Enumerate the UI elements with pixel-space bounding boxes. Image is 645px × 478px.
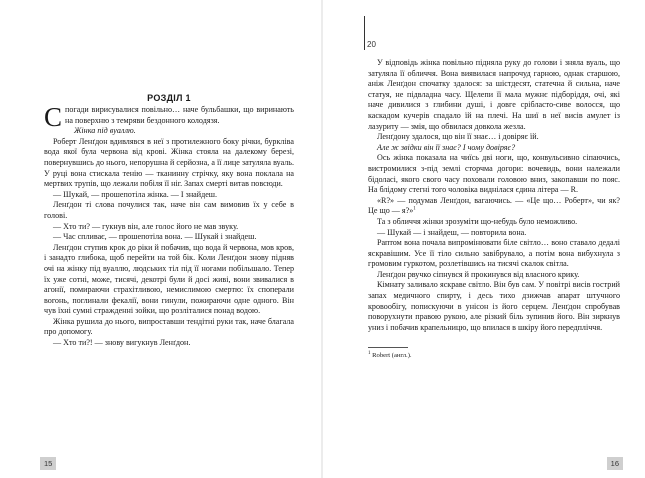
right-page	[323, 0, 645, 478]
paragraph: — Шукай — і знайдеш, — повторила вона.	[377, 227, 527, 237]
running-head-rule	[364, 16, 365, 50]
running-head-number: 20	[367, 40, 376, 49]
footnote-number: 1	[368, 351, 371, 357]
paragraph: Роберт Ленґдон вдивлявся в неї з протилежного боку річки, буркліва вода якої була червона від крові. Жінка стояла на далекому березі, повернувшись до нього, непорушна й серйозна, а її лице затуляла вуаль. У руці вона стискала тенію — тканинну стрічку, яку вона поклала на мертвих трупів, що лежали побіля її ніг. Запах смерті витав повсюди.	[44, 136, 294, 189]
paragraph: Кімнату заливало яскраве світло. Він був сам. У повітрі висів гострий запах медичного спирту, і десь тихо дзижчав апарат штучного кровообігу, попискуючи в унісон із його серцем. Ленґдон спробував поворухнути правою рукою, але різкий біль зупинив його. Він зиркнув униз і побачив крапельницю, що впилася в шкіру його передпліччя.	[368, 280, 620, 332]
paragraph: Ленґдон рвучко сіпнувся й прокинувся від власного крику.	[377, 269, 580, 279]
paragraph: Жінка рушила до нього, випроставши тендітні руки так, наче благала про допомогу.	[44, 316, 294, 337]
paragraph: Жінка під вуаллю.	[74, 126, 136, 136]
paragraph: У відповідь жінка повільно підняла руку до голови і зняла вуаль, що затуляла її обличчя. Вона виявилася напрочуд гарною, однак старшою, аніж Ленґдон спочатку здалося: за шістдесят, статечна й сильна, наче статуя, не підвладна часу. Щелепи її мала мужнє підборіддя, очі, які наче дивилися з глибини душі, і довге срібласто-сиве волосся, що каскадом кучерів спадало їй на плечі. На шиї в неї висів амулет із лазуриту — змія, що обвилася довкола жезла.	[368, 58, 620, 131]
footnote-marker: 1	[413, 206, 416, 212]
paragraph: — Хто ти? — гукнув він, але голос його не мав звуку.	[53, 221, 239, 231]
paragraph-text: погади вирисувалися повільно… наче бульбашки, що виринають на поверхню з темряви бездонного колодязя.	[65, 105, 294, 125]
footnote-text: Robert (англ.).	[372, 352, 412, 360]
left-page	[0, 0, 322, 478]
paragraph	[368, 196, 620, 217]
page-number-right: 16	[607, 457, 623, 470]
paragraph-text: «R?» — подумав Ленґдон, вагаючись. — «Це що… Роберт», чи як? Це що — я?»	[368, 195, 620, 216]
paragraph: — Час спливає, — прошепотіла вона. — Шукай і знайдеш.	[53, 232, 257, 242]
paragraph: Раптом вона почала випромінювати біле світло… воно ставало дедалі яскравішим. Усе її тіло сильно завібрувало, а потім вона вибухнула з громовим гуркотом, розлетівшись на тисячі скалок світла.	[368, 238, 620, 269]
page-number-left: 15	[40, 457, 56, 470]
paragraph: Але ж звідки він її знає? І чому довіряє?	[377, 142, 516, 152]
paragraph: — Хто ти?! — знову вигукнув Ленґдон.	[53, 338, 191, 348]
paragraph: Ось жінка показала на чиїсь дві ноги, що, конвульсивно сіпаючись, вистромилися з-під землі сторчма догори: вочевидь, вони належали бідоласі, якого свого часу поховали головою вниз, закопавши по пояс. На блідому стегні того чоловіка виднілася єдина літера — R.	[368, 153, 620, 195]
paragraph: Ленґдон ті слова почулися так, наче він сам вимовив їх у себе в голові.	[44, 200, 294, 220]
drop-cap: С	[44, 102, 63, 132]
paragraph: Ленґдону здалося, що він її знає… і довіряє їй.	[377, 132, 539, 142]
paragraph: Та з обличчя жінки зрозуміти що-небудь було неможливо.	[377, 216, 578, 226]
footnote-rule	[368, 347, 408, 348]
chapter-title: РОЗДІЛ 1	[147, 93, 191, 103]
paragraph: Ленґдон ступив крок до ріки й побачив, що вода й червона, мов кров, і занадто глибока, щоб перейти на той бік. Коли Ленґдон знову підняв очі на жінку під вуаллю, людських тіл під її ногами побільшало. Тепер їх уже сотні, може, тисячі, декотрі були й досі живі, вони звивалися в агонії, помираючи страхітливою, немислимою смертю: їх споперали вогонь, поглинали фекалії, вони гинули, пожираючи одне одного. Він чув їхні сумні стражденні зойки, що розліталися понад водою.	[44, 242, 294, 316]
footnote	[368, 352, 620, 360]
paragraph: — Шукай, — прошепотіла жінка. — І знайдеш.	[53, 189, 218, 199]
right-text-column	[368, 58, 620, 360]
left-text-column	[44, 102, 294, 349]
